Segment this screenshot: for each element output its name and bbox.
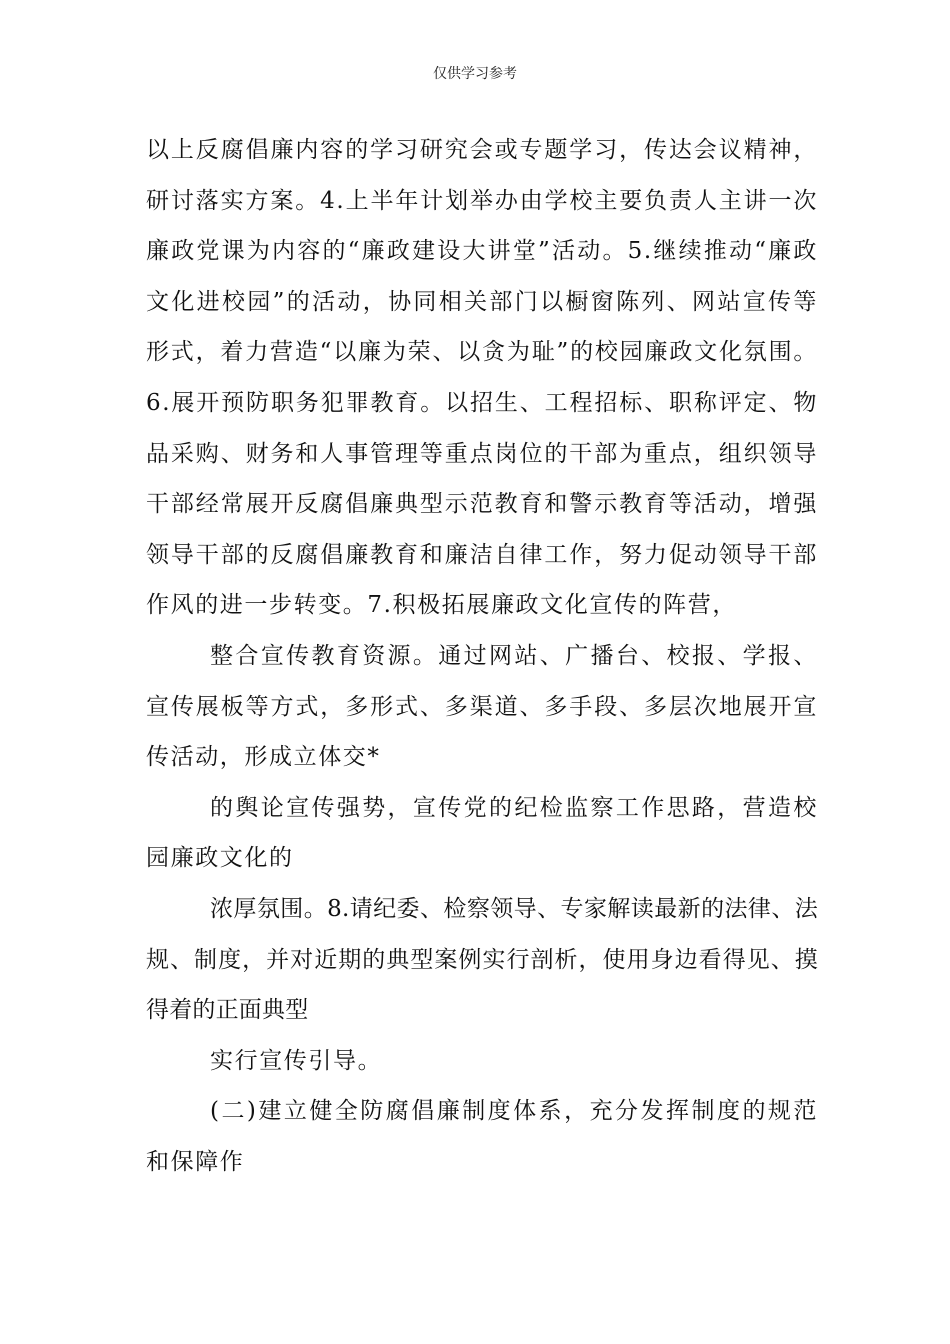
paragraph-3: 的舆论宣传强势，宣传党的纪检监察工作思路，营造校园廉政文化的 [146, 794, 818, 872]
paragraph-5: 实行宣传引导。 [210, 1047, 383, 1074]
paragraph-2: 整合宣传教育资源。通过网站、广播台、校报、学报、宣传展板等方式，多形式、多渠道、多手段、多层次地展开宣传活动，形成立体交* [146, 642, 818, 771]
paragraph-4: 浓厚氛围。8.请纪委、检察领导、专家解读最新的法律、法规、制度，并对近期的典型案例实行剖析，使用身边看得见、摸得着的正面典型 [146, 895, 818, 1024]
paragraph-1: 以上反腐倡廉内容的学习研究会或专题学习，传达会议精神，研讨落实方案。4.上半年计划举办由学校主要负责人主讲一次廉政党课为内容的“廉政建设大讲堂”活动。5.继续推动“廉政文化进校园”的活动，协同相关部门以橱窗陈列、网站宣传等形式，着力营造“以廉为荣、以贪为耻”的校园廉政文化氛围。6.展开预防职务犯罪教育。以招生、工程招标、职称评定、物品采购、财务和人事管理等重点岗位的干部为重点，组织领导干部经常展开反腐倡廉典型示范教育和警示教育等活动，增强领导干部的反腐倡廉教育和廉洁自律工作，努力促动领导干部作风的进一步转变。7.积极拓展廉政文化宣传的阵营， [146, 137, 818, 619]
paragraph-6: (二)建立健全防腐倡廉制度体系，充分发挥制度的规范和保障作 [146, 1098, 818, 1175]
page-header: 仅供学习参考 [433, 66, 517, 82]
body-text [146, 125, 818, 1187]
